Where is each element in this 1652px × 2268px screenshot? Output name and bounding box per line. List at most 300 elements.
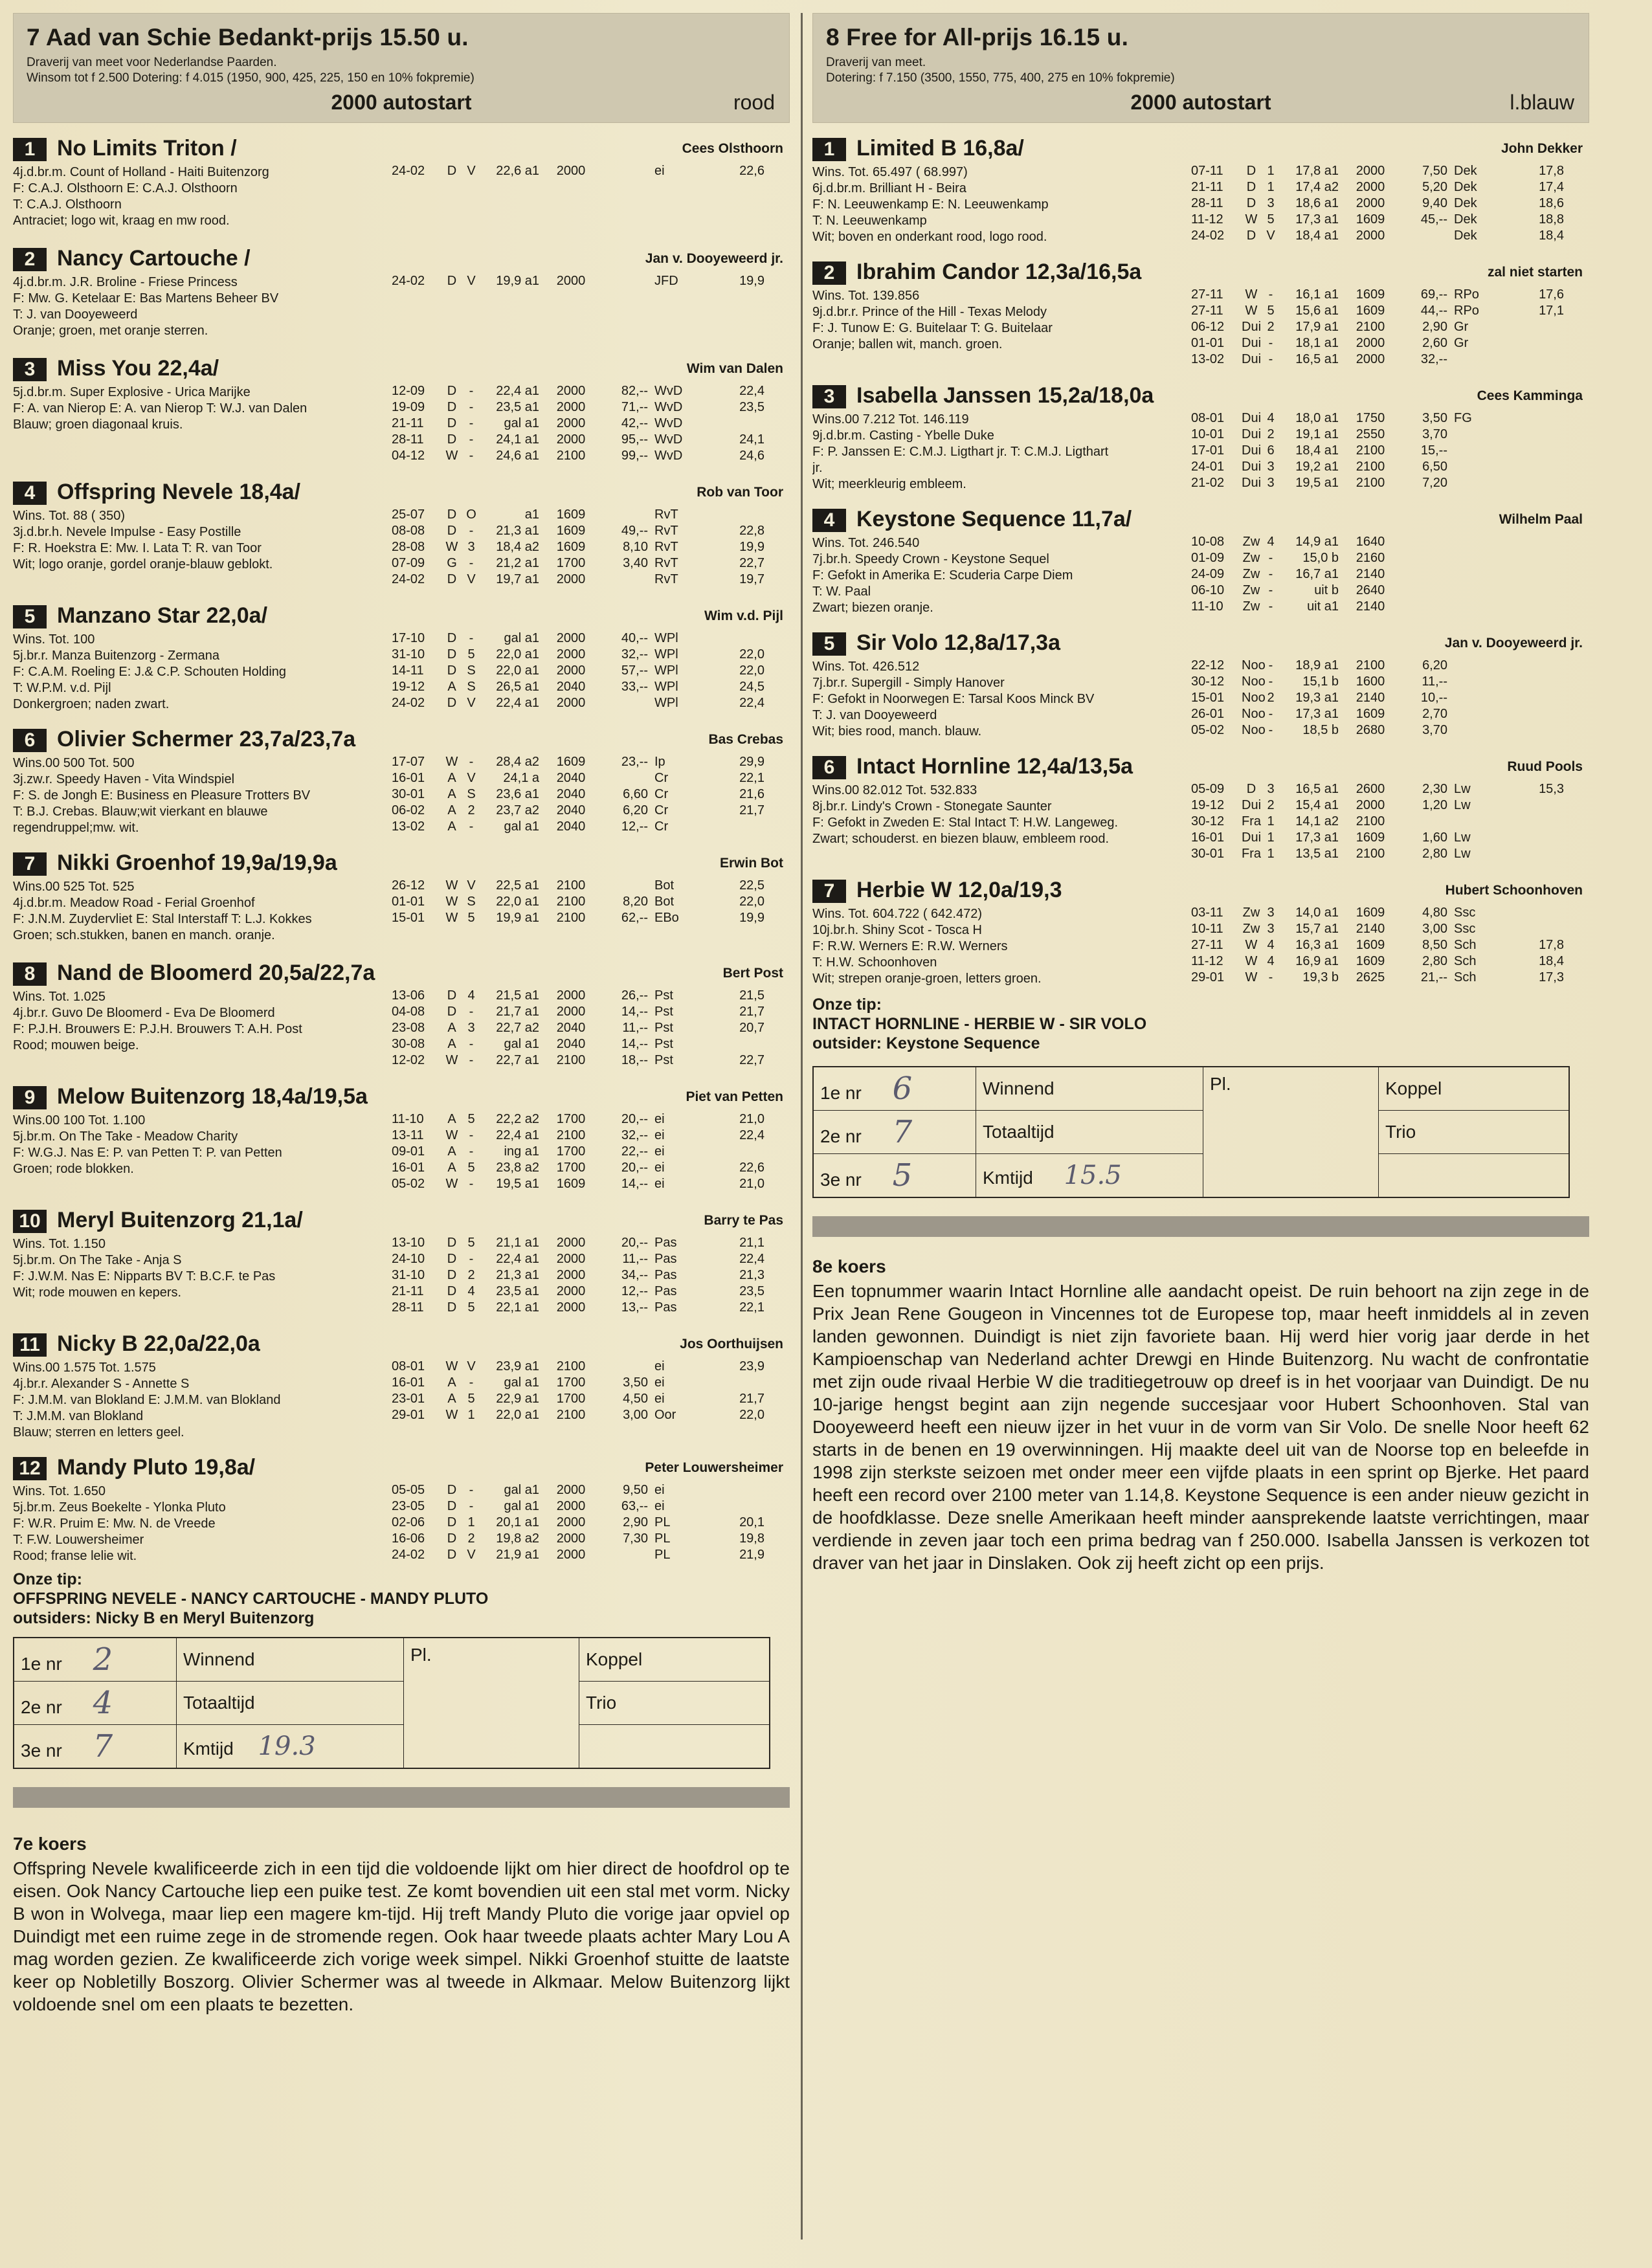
form-row [392, 894, 765, 910]
form-row [392, 1375, 765, 1391]
horse-name-text: Nand de Bloomerd 20,5a/22,7a [57, 961, 375, 985]
race8-bet-kmtijd[interactable] [976, 1154, 1203, 1198]
form-row [1191, 351, 1564, 368]
run-time: 17,4 a2 [1295, 180, 1339, 194]
horse-number: 7 [13, 852, 47, 876]
horse-number: 6 [812, 756, 846, 779]
horse-info-line: Wins. Tot. 88 ( 350) [13, 509, 126, 523]
run-date: 13-11 [392, 1128, 424, 1142]
run-track: D [447, 572, 457, 586]
horse-info-line: F: P. Janssen E: C.M.J. Ligthart jr. T: C.M.J. Ligthart [812, 445, 1109, 459]
run-time: 18,0 a1 [1295, 411, 1339, 425]
run-date: 22-12 [1191, 658, 1225, 673]
run-distance: 2040 [556, 787, 586, 801]
run-track: Noo [1242, 723, 1266, 737]
run-place: - [469, 819, 474, 834]
race7-bet-trio[interactable]: Trio [579, 1682, 770, 1725]
horse-info-line: Groen; sch.stukken, banen en manch. oranje. [13, 928, 275, 942]
run-time: 16,7 a1 [1295, 567, 1339, 581]
horse-info-line: T: W. Paal [812, 584, 871, 599]
run-adjusted: 22,7 [739, 556, 765, 570]
run-prize: 11,-- [622, 1021, 648, 1035]
horse-name-text: Keystone Sequence 11,7a/ [856, 507, 1132, 531]
run-place: - [469, 1053, 474, 1067]
run-track: D [447, 1548, 457, 1562]
run-distance: 2000 [1356, 336, 1385, 350]
run-time: 16,9 a1 [1295, 954, 1339, 968]
run-driver: Pst [654, 1005, 673, 1019]
race7-bet-empty [579, 1725, 770, 1769]
run-place: 2 [467, 803, 475, 817]
run-time: 16,1 a1 [1295, 287, 1339, 302]
run-adjusted: 17,1 [1539, 304, 1564, 318]
run-place: 1 [1267, 164, 1275, 178]
run-date: 15-01 [392, 911, 425, 925]
form-row [392, 1267, 765, 1284]
form-row [1191, 797, 1564, 814]
form-row [1191, 953, 1564, 970]
run-date: 05-05 [392, 1483, 425, 1497]
horse-name-text: Melow Buitenzorg 18,4a/19,5a [57, 1084, 368, 1109]
race7-horse-list [13, 136, 790, 1579]
run-date: 30-12 [1191, 814, 1225, 828]
run-prize: 63,-- [621, 1499, 648, 1513]
run-place: 1 [1267, 814, 1275, 828]
run-date: 10-08 [1191, 535, 1225, 549]
horse-number: 4 [13, 482, 47, 505]
run-prize: 15,-- [1420, 443, 1447, 458]
run-driver: RPo [1454, 304, 1479, 318]
horse-entry [13, 850, 790, 961]
run-prize: 2,80 [1422, 847, 1447, 861]
run-distance: 2000 [556, 164, 586, 178]
run-driver: WvD [654, 400, 683, 414]
run-place: - [469, 1005, 474, 1019]
horse-entry [13, 246, 790, 356]
run-prize: 23,-- [621, 755, 648, 769]
run-adjusted: 19,9 [739, 911, 765, 925]
run-time: 22,4 a1 [496, 1252, 539, 1266]
run-prize: 95,-- [621, 432, 648, 447]
race8-comment-title: 8e koers [812, 1256, 886, 1276]
horse-info-line: 7j.br.r. Supergill - Simply Hanover [812, 676, 1005, 690]
run-prize: 82,-- [621, 384, 648, 398]
horse-info-line: F: C.A.M. Roeling E: J.& C.P. Schouten Holding [13, 665, 287, 679]
run-track: Dui [1242, 411, 1262, 425]
form-row [392, 572, 765, 588]
run-prize: 11,-- [1422, 674, 1447, 689]
race8-bet-first[interactable] [813, 1067, 976, 1111]
run-place: - [1268, 287, 1273, 302]
run-place: 3 [1267, 476, 1275, 490]
horse-info [13, 755, 375, 836]
race7-bet-form[interactable] [13, 1637, 770, 1769]
run-driver: WPl [654, 663, 678, 678]
run-driver: JFD [654, 274, 678, 288]
run-track: D [447, 696, 457, 710]
run-distance: 2000 [556, 1236, 586, 1250]
run-time: uit a1 [1307, 599, 1339, 614]
run-time: 21,2 a1 [496, 556, 539, 570]
form-row [392, 432, 765, 448]
run-date: 15-01 [1191, 691, 1225, 705]
run-date: 23-08 [392, 1021, 425, 1035]
run-driver: Dek [1454, 164, 1477, 178]
race7-bet-koppel[interactable]: Koppel [579, 1638, 770, 1682]
run-adjusted: 22,4 [739, 384, 765, 398]
run-date: 24-01 [1191, 460, 1225, 474]
run-time: 17,3 a1 [1295, 212, 1339, 227]
run-place: S [467, 895, 476, 909]
run-date: 21-11 [392, 416, 424, 430]
horse-driver: Wim v.d. Pijl [704, 608, 783, 623]
run-adjusted: 18,8 [1539, 212, 1564, 227]
race8-bet-second[interactable] [813, 1111, 976, 1154]
run-track: A [447, 1375, 456, 1390]
run-place: - [1268, 551, 1273, 565]
run-place: 5 [467, 911, 475, 925]
run-distance: 2000 [556, 631, 586, 645]
race8-column [812, 13, 1589, 2242]
run-track: D [447, 507, 457, 522]
horse-info [812, 783, 1175, 847]
run-date: 10-01 [1191, 427, 1225, 441]
run-driver: Cr [654, 787, 669, 801]
horse-info-line: T: J. van Dooyeweerd [13, 307, 138, 322]
run-track: W [1245, 304, 1258, 318]
run-driver: Dek [1454, 196, 1477, 210]
run-place: - [469, 1499, 474, 1513]
race7-bet-place[interactable]: Pl. [404, 1638, 579, 1768]
race8-bet-totaaltijd: Totaaltijd [976, 1111, 1203, 1154]
form-row [392, 819, 765, 835]
run-track: W [1245, 287, 1258, 302]
run-place: - [469, 432, 474, 447]
form-row [392, 1531, 765, 1547]
form-row [1191, 335, 1564, 351]
horse-info-line: Wit; rode mouwen en kepers. [13, 1285, 182, 1300]
run-date: 23-05 [392, 1499, 425, 1513]
race8-bet-third[interactable] [813, 1154, 976, 1198]
horse-driver: Bas Crebas [708, 732, 783, 747]
horse-info-line: 3j.zw.r. Speedy Haven - Vita Windspiel [13, 772, 235, 786]
run-prize: 9,40 [1422, 196, 1447, 210]
run-distance: 2000 [556, 432, 586, 447]
race7-conditions [27, 55, 776, 86]
run-time: 22,0 a1 [496, 895, 539, 909]
run-prize: 9,50 [623, 1483, 648, 1497]
horse-info-line: Wins. Tot. 65.497 ( 68.997) [812, 165, 968, 179]
horse-info-line: F: W.R. Pruim E: Mw. N. de Vreede [13, 1517, 216, 1531]
run-track: Dui [1242, 352, 1262, 366]
run-date: 11-10 [1191, 599, 1223, 614]
run-adjusted: 18,4 [1539, 228, 1564, 243]
horse-number: 6 [13, 729, 47, 752]
run-adjusted: 22,4 [739, 1128, 765, 1142]
horse-name [13, 1084, 368, 1109]
run-time: 20,1 a1 [496, 1515, 539, 1529]
run-driver: ei [654, 1359, 665, 1373]
race8-bet-form[interactable] [812, 1066, 1570, 1198]
run-track: W [445, 911, 458, 925]
horse-driver: Ruud Pools [1507, 759, 1583, 774]
run-driver: Dek [1454, 180, 1477, 194]
run-date: 23-01 [392, 1392, 425, 1406]
run-time: 21,3 a1 [496, 524, 539, 538]
horse-driver: Bert Post [722, 966, 783, 981]
run-distance: 2100 [1356, 658, 1385, 673]
run-distance: 2000 [556, 416, 586, 430]
form-row [392, 1235, 765, 1251]
run-place: - [1268, 599, 1273, 614]
run-driver: WvD [654, 449, 683, 463]
form-row [392, 754, 765, 770]
run-driver: Lw [1454, 847, 1471, 861]
run-time: 22,7 a2 [496, 1021, 539, 1035]
run-distance: 1640 [1356, 535, 1385, 549]
race7-tip: OFFSPRING NEVELE - NANCY CARTOUCHE - MANDY PLUTO [13, 1590, 489, 1608]
horse-driver: Peter Louwersheimer [645, 1460, 783, 1475]
horse-number: 11 [13, 1333, 47, 1357]
run-time: 22,5 a1 [496, 878, 539, 893]
run-track: D [1246, 180, 1256, 194]
run-place: 3 [1267, 196, 1275, 210]
run-date: 27-11 [1191, 287, 1223, 302]
run-prize: 49,-- [621, 524, 648, 538]
run-time: a1 [524, 507, 539, 522]
race8-bet-first-label: 1e nr [820, 1083, 862, 1103]
race8-separator-bar [812, 1216, 1589, 1237]
horse-info-line: F: Gefokt in Zweden E: Stal Intact T: H.W. Langeweg. [812, 816, 1119, 830]
run-place: V [467, 572, 476, 586]
run-place: - [469, 556, 474, 570]
run-adjusted: 21,5 [739, 988, 765, 1003]
race7-bet-first[interactable] [14, 1638, 177, 1682]
horse-name [13, 1208, 303, 1233]
form-row [1191, 228, 1564, 244]
run-track: W [445, 755, 458, 769]
horse-info-line: F: Mw. G. Ketelaar E: Bas Martens Beheer BV [13, 291, 279, 306]
run-driver: Pas [654, 1268, 677, 1282]
run-driver: Sch [1454, 954, 1477, 968]
run-distance: 1700 [556, 1375, 586, 1390]
run-place: 3 [1267, 922, 1275, 936]
race8-handwritten-second: 7 [892, 1114, 913, 1150]
run-track: D [447, 1483, 457, 1497]
run-track: W [1245, 954, 1258, 968]
run-distance: 2000 [556, 647, 586, 662]
run-track: D [447, 416, 457, 430]
race7-condition-1: Draverij van meet voor Nederlandse Paarden. [27, 56, 277, 69]
run-driver: Oor [654, 1408, 676, 1422]
run-prize: 14,-- [621, 1037, 648, 1051]
horse-driver: Piet van Petten [686, 1089, 783, 1104]
run-date: 17-10 [392, 631, 425, 645]
race7-bet-third[interactable] [14, 1725, 177, 1769]
race8-horse-list [812, 136, 1589, 1001]
run-track: D [1246, 196, 1256, 210]
run-adjusted: 21,7 [739, 803, 765, 817]
form-row [1191, 303, 1564, 319]
run-place: - [1268, 583, 1273, 597]
race8-bet-trio[interactable]: Trio [1379, 1111, 1570, 1154]
race8-bet-place[interactable]: Pl. [1203, 1067, 1379, 1197]
run-track: D [447, 663, 457, 678]
run-distance: 2100 [556, 1128, 586, 1142]
run-prize: 7,20 [1422, 476, 1447, 490]
run-time: 19,8 a2 [496, 1531, 539, 1546]
horse-entry [812, 260, 1589, 383]
race8-comment-text: Een topnummer waarin Intact Hornline alle aandacht opeist. De ruin behoort na zijn zege in de Prix Jean Rene Gougeon in Vincennes tot de Europese top, maar heeft inmiddels al in zeven landen gewonnen. Duindigt is niet zijn favoriete baan. Hij werd hier vorig jaar derde in het Kampioenschap van Nederland achter Drewgi en Hinde Buitenzorg. Nu wacht de confrontatie met zijn oude rivaal Herbie W die traditiegetrouw op dreef is in het voorjaar van Duindigt. De nu 10-jarige hengst begint aan zijn negende succesjaar voor Hubert Schoonhoven. Stal van Dooyeweerd heeft een nieuw ijzer in het vuur in de vorm van Sir Volo. De snelle Noor heeft 62 starts in de benen en 19 overwinningen. Hij maakte deel uit van de Noorse top en beleefde in 1998 zijn sterkste seizoen met onder meer een vijfde plaats in een sprint op Bjerke. Het paard heeft een record over 2100 meter van 1.14,8. Keystone Sequence is een ander nieuw gezicht in de hoofdklasse. Deze snelle Amerikaan heeft minder aansprekende laatste verrichtingen, maar verdiende in zeven jaar toch een prima bedrag van f 250.000. Isabella Janssen is verkozen tot draver van het jaar in Dinslaken. Ook zij heeft zicht op een prijs. [812, 1281, 1589, 1573]
run-date: 08-08 [392, 524, 425, 538]
run-place: S [467, 680, 476, 694]
run-place: V [1266, 228, 1275, 243]
form-row [1191, 690, 1564, 706]
form-row [1191, 212, 1564, 228]
run-adjusted: 23,9 [739, 1359, 765, 1373]
run-date: 06-10 [1191, 583, 1225, 597]
run-date: 24-09 [1191, 567, 1225, 581]
race8-bet-koppel[interactable]: Koppel [1379, 1067, 1570, 1111]
run-adjusted: 29,9 [739, 755, 765, 769]
run-distance: 2140 [1356, 599, 1385, 614]
race8-header [812, 13, 1589, 123]
race7-bet-first-label: 1e nr [21, 1654, 62, 1674]
run-prize: 3,50 [1422, 411, 1447, 425]
run-driver: ei [654, 1112, 665, 1126]
run-track: D [447, 524, 457, 538]
race8-tip-label: Onze tip: [812, 995, 882, 1014]
race8-handwritten-third: 5 [892, 1157, 913, 1194]
run-distance: 1609 [556, 755, 586, 769]
run-time: 19,9 a1 [496, 274, 539, 288]
run-distance: 2000 [556, 274, 586, 288]
run-place: - [469, 1128, 474, 1142]
run-date: 27-11 [1191, 938, 1223, 952]
run-prize: 57,-- [621, 663, 648, 678]
run-date: 27-11 [1191, 304, 1223, 318]
run-distance: 2100 [556, 1053, 586, 1067]
run-date: 11-10 [392, 1112, 424, 1126]
horse-entry [13, 1208, 790, 1331]
run-adjusted: 22,0 [739, 1408, 765, 1422]
run-date: 01-09 [1191, 551, 1225, 565]
run-track: D [447, 1515, 457, 1529]
run-time: 22,4 a1 [496, 1128, 539, 1142]
run-date: 28-11 [392, 432, 424, 447]
horse-entry [13, 1084, 790, 1208]
horse-name-text: Nicky B 22,0a/22,0a [57, 1331, 260, 1356]
run-distance: 1600 [1356, 674, 1385, 689]
run-place: - [469, 524, 474, 538]
run-adjusted: 15,3 [1539, 782, 1564, 796]
run-distance: 2040 [556, 819, 586, 834]
run-prize: 6,20 [623, 803, 648, 817]
race7-bet-second[interactable] [14, 1682, 177, 1725]
run-distance: 2000 [556, 1499, 586, 1513]
run-driver: Bot [654, 895, 675, 909]
horse-info-line: 4j.d.br.m. Meadow Road - Ferial Groenhof [13, 896, 255, 910]
form-row [1191, 475, 1564, 491]
horse-info-line: Wins.00 100 Tot. 1.100 [13, 1113, 146, 1128]
horse-info-line: 5j.br.r. Manza Buitenzorg - Zermana [13, 649, 220, 663]
run-date: 24-10 [392, 1252, 425, 1266]
run-time: 22,1 a1 [496, 1300, 539, 1315]
run-prize: 3,40 [623, 556, 648, 570]
horse-info-line: 10j.br.h. Shiny Scot - Tosca H [812, 923, 982, 937]
run-distance: 1609 [1356, 287, 1385, 302]
horse-entry [13, 1331, 790, 1455]
run-time: 18,4 a2 [496, 540, 539, 554]
run-distance: 1609 [556, 524, 586, 538]
run-date: 17-07 [392, 755, 425, 769]
horse-info-line: F: J.N.M. Zuydervliet E: Stal Interstaff T: L.J. Kokkes [13, 912, 312, 926]
form-row [392, 163, 765, 179]
horse-info-line: T: B.J. Crebas. Blauw;wit vierkant en blauwe [13, 805, 268, 819]
run-driver: Pst [654, 1037, 673, 1051]
race7-comment-title: 7e koers [13, 1834, 87, 1854]
run-track: D [447, 1268, 457, 1282]
run-driver: Lw [1454, 830, 1471, 845]
run-date: 13-02 [1191, 352, 1225, 366]
run-time: ing a1 [504, 1144, 539, 1159]
run-date: 24-02 [392, 274, 425, 288]
run-time: 19,5 a1 [1295, 476, 1339, 490]
horse-name-text: Sir Volo 12,8a/17,3a [856, 630, 1060, 655]
run-time: 21,5 a1 [496, 988, 539, 1003]
run-place: 2 [1267, 691, 1275, 705]
form-row [1191, 814, 1564, 830]
run-track: A [447, 771, 456, 785]
run-time: 14,9 a1 [1295, 535, 1339, 549]
horse-name-text: Limited B 16,8a/ [856, 136, 1024, 161]
run-track: D [1246, 228, 1256, 243]
horse-driver: Jos Oorthuijsen [680, 1337, 783, 1351]
run-place: - [469, 755, 474, 769]
horse-info-line: 3j.d.br.h. Nevele Impulse - Easy Postille [13, 525, 241, 539]
run-prize: 42,-- [621, 416, 648, 430]
run-prize: 21,-- [1420, 970, 1447, 984]
run-prize: 7,30 [623, 1531, 648, 1546]
run-time: 28,4 a2 [496, 755, 539, 769]
run-prize: 1,60 [1422, 830, 1447, 845]
run-distance: 2100 [556, 878, 586, 893]
horse-driver: Wilhelm Paal [1499, 512, 1583, 527]
horse-name-text: Olivier Schermer 23,7a/23,7a [57, 727, 356, 751]
run-track: D [447, 988, 457, 1003]
race7-handwritten-second: 4 [93, 1685, 113, 1721]
run-track: W [445, 449, 458, 463]
run-place: - [469, 1037, 474, 1051]
run-time: 22,4 a1 [496, 384, 539, 398]
run-track: Noo [1242, 674, 1266, 689]
horse-name [13, 603, 267, 628]
run-driver: Sch [1454, 970, 1477, 984]
run-distance: 2100 [1356, 814, 1385, 828]
run-time: 22,0 a1 [496, 647, 539, 662]
run-distance: 2000 [556, 988, 586, 1003]
race7-bet-kmtijd[interactable] [177, 1725, 404, 1769]
run-place: 4 [467, 1284, 475, 1298]
run-driver: WvD [654, 432, 683, 447]
race7-title: 7 Aad van Schie Bedankt-prijs 15.50 u. [27, 24, 469, 50]
run-prize: 3,00 [1422, 922, 1447, 936]
form-row [1191, 195, 1564, 212]
horse-info-line: Wins. Tot. 1.650 [13, 1484, 106, 1498]
form-row [1191, 566, 1564, 583]
run-date: 24-02 [392, 696, 425, 710]
run-prize: 14,-- [621, 1177, 648, 1191]
